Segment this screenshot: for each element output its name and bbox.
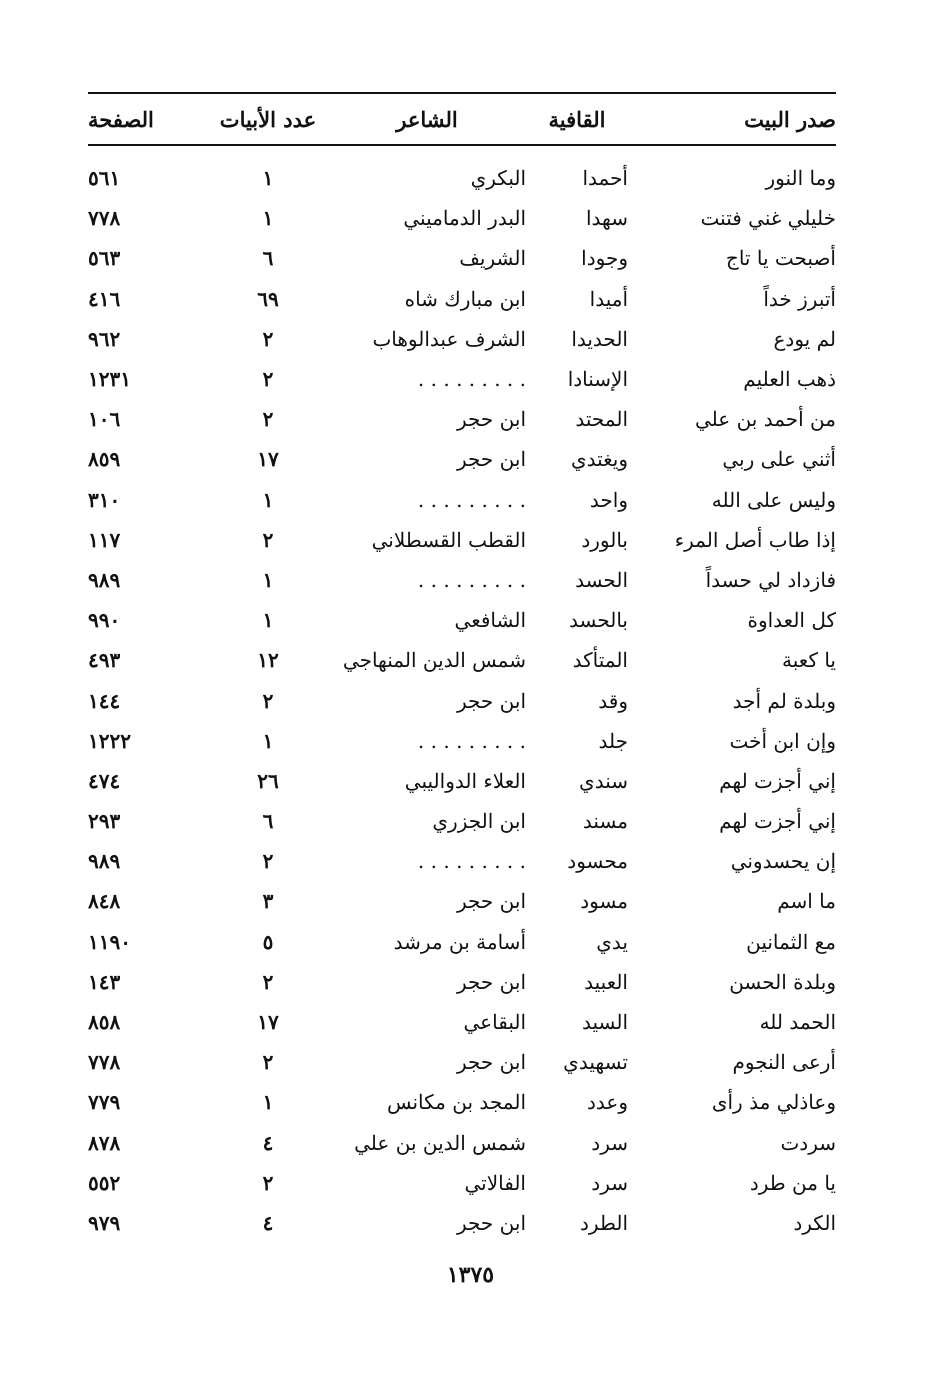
cell-poet: القطب القسطلاني — [371, 527, 526, 552]
cell-rhyme: مسند — [582, 809, 628, 834]
cell-verse-count: ٢ — [262, 1170, 274, 1195]
cell-page: ٧٧٨ — [88, 1050, 121, 1075]
cell-rhyme: سهدا — [585, 206, 628, 231]
cell-rhyme: العبيد — [584, 969, 628, 994]
cell-verse-start: إني أجزت لهم — [719, 809, 836, 834]
cell-rhyme: يدي — [596, 929, 628, 954]
cell-verse-start: سردت — [780, 1130, 836, 1155]
cell-verse-count: ٥ — [262, 929, 274, 954]
cell-verse-count: ٢ — [262, 326, 274, 351]
cell-verse-start: الكرد — [793, 1210, 836, 1235]
cell-rhyme: وعدد — [587, 1090, 628, 1115]
table-row — [88, 1123, 836, 1163]
cell-poet: البكري — [470, 166, 526, 191]
cell-page: ١١٧ — [88, 527, 121, 552]
table-row — [88, 158, 836, 198]
cell-verse-count: ١ — [262, 728, 274, 753]
cell-page: ٨٤٨ — [88, 889, 121, 914]
cell-rhyme: الحديدا — [571, 326, 628, 351]
cell-poet: المجد بن مكانس — [386, 1090, 526, 1115]
cell-page: ٨٧٨ — [88, 1130, 121, 1155]
cell-verse-start: وبلدة لم أجد — [732, 688, 836, 713]
cell-poet: شمس الدين بن علي — [354, 1130, 526, 1155]
cell-rhyme: بالورد — [581, 527, 628, 552]
table-row — [88, 962, 836, 1002]
cell-verse-count: ٤ — [262, 1130, 274, 1155]
table-row — [88, 319, 836, 359]
table-row — [88, 480, 836, 520]
cell-page: ٧٧٩ — [88, 1090, 121, 1115]
cell-rhyme: وجودا — [581, 246, 628, 271]
table-row — [88, 560, 836, 600]
cell-poet: ابن حجر — [456, 688, 526, 713]
cell-page: ٩٩٠ — [88, 608, 121, 633]
cell-page: ٩٦٢ — [88, 326, 121, 351]
cell-verse-count: ٢ — [262, 527, 274, 552]
cell-rhyme: وقد — [598, 688, 628, 713]
cell-verse-count: ٢ — [262, 407, 274, 432]
table-row — [88, 881, 836, 921]
cell-rhyme: الإسنادا — [567, 367, 628, 392]
cell-poet: ابن حجر — [456, 447, 526, 472]
table-row — [88, 841, 836, 881]
cell-verse-start: أثني على ربي — [722, 447, 836, 472]
cell-rhyme: تسهيدي — [563, 1050, 628, 1075]
table-row — [88, 922, 836, 962]
cell-page: ١٠٦ — [88, 407, 121, 432]
cell-poet: ابن مبارك شاه — [404, 286, 526, 311]
table-row — [88, 680, 836, 720]
cell-verse-count: ٦ — [262, 809, 274, 834]
cell-verse-start: كل العداوة — [747, 608, 836, 633]
table-row — [88, 238, 836, 278]
cell-page: ٩٨٩ — [88, 849, 121, 874]
cell-verse-start: الحمد لله — [759, 1010, 836, 1035]
cell-verse-start: ذهب العليم — [743, 367, 836, 392]
cell-rhyme: الحسد — [575, 567, 628, 592]
table-row — [88, 520, 836, 560]
cell-verse-count: ٢ — [262, 688, 274, 713]
cell-verse-start: وليس على الله — [711, 487, 836, 512]
cell-page: ١١٩٠ — [88, 929, 131, 954]
cell-page: ٤٩٣ — [88, 648, 121, 673]
cell-rhyme: المحتد — [575, 407, 628, 432]
cell-verse-count: ٣ — [262, 889, 274, 914]
cell-rhyme: الطرد — [580, 1210, 628, 1235]
cell-verse-count: ١ — [262, 206, 274, 231]
cell-page: ١٤٤ — [88, 688, 121, 713]
cell-poet: . . . . . . . . . — [417, 367, 526, 392]
cell-verse-count: ١ — [262, 608, 274, 633]
cell-verse-start: فازداد لي حسداً — [705, 567, 836, 592]
header-page: الصفحة — [88, 106, 154, 132]
cell-rhyme: المتأكد — [572, 648, 628, 673]
cell-poet: ابن حجر — [456, 969, 526, 994]
cell-poet: ابن الجزري — [432, 809, 526, 834]
cell-rhyme: أميدا — [589, 286, 628, 311]
cell-page: ٨٥٨ — [88, 1010, 121, 1035]
cell-verse-start: إن يحسدوني — [730, 849, 836, 874]
cell-poet: . . . . . . . . . — [417, 728, 526, 753]
cell-page: ٨٥٩ — [88, 447, 121, 472]
page-number: ١٣٧٥ — [446, 1262, 495, 1288]
cell-verse-count: ٢ — [262, 367, 274, 392]
verse-index-table — [88, 92, 836, 1243]
table-row — [88, 439, 836, 479]
cell-verse-start: مع الثمانين — [746, 929, 836, 954]
table-row — [88, 279, 836, 319]
cell-verse-count: ١ — [262, 487, 274, 512]
cell-page: ١٢٢٢ — [88, 728, 131, 753]
cell-verse-start: وبلدة الحسن — [729, 969, 836, 994]
cell-verse-start: لم يودع — [773, 326, 836, 351]
cell-verse-count: ٢٦ — [257, 768, 279, 793]
table-row — [88, 198, 836, 238]
table-row — [88, 761, 836, 801]
cell-poet: ابن حجر — [456, 889, 526, 914]
cell-verse-count: ٦٩ — [257, 286, 279, 311]
cell-rhyme: سرد — [591, 1170, 628, 1195]
cell-verse-start: إذا طاب أصل المرء — [674, 527, 836, 552]
table-row — [88, 1082, 836, 1122]
cell-rhyme: ويغتدي — [570, 447, 628, 472]
cell-verse-start: أصبحت يا تاج — [725, 246, 836, 271]
cell-poet: أسامة بن مرشد — [393, 929, 526, 954]
cell-verse-count: ٢ — [262, 1050, 274, 1075]
cell-verse-count: ٢ — [262, 969, 274, 994]
cell-page: ٤٧٤ — [88, 768, 121, 793]
cell-verse-count: ١ — [262, 166, 274, 191]
cell-rhyme: السيد — [581, 1010, 628, 1035]
header-verse-start: صدر البيت — [744, 106, 836, 132]
cell-page: ٤١٦ — [88, 286, 121, 311]
cell-rhyme: بالحسد — [568, 608, 628, 633]
cell-poet: البدر الدماميني — [403, 206, 526, 231]
cell-rhyme: سرد — [591, 1130, 628, 1155]
cell-poet: الشافعي — [454, 608, 526, 633]
table-body — [88, 146, 836, 1243]
cell-verse-start: يا كعبة — [782, 648, 836, 673]
cell-poet: . . . . . . . . . — [417, 849, 526, 874]
cell-verse-count: ١ — [262, 1090, 274, 1115]
cell-verse-count: ١٧ — [257, 447, 279, 472]
cell-rhyme: أحمدا — [582, 166, 628, 191]
cell-verse-count: ١٢ — [257, 648, 279, 673]
cell-page: ٧٧٨ — [88, 206, 121, 231]
cell-rhyme: واحد — [589, 487, 628, 512]
header-rhyme: القافية — [548, 106, 606, 132]
cell-page: ٩٨٩ — [88, 567, 121, 592]
cell-page: ٣١٠ — [88, 487, 121, 512]
table-row — [88, 600, 836, 640]
cell-verse-count: ٦ — [262, 246, 274, 271]
cell-rhyme: جلد — [598, 728, 628, 753]
table-row — [88, 1042, 836, 1082]
cell-verse-start: أرعى النجوم — [732, 1050, 836, 1075]
cell-page: ١٤٣ — [88, 969, 121, 994]
cell-poet: الشرف عبدالوهاب — [372, 326, 526, 351]
cell-verse-start: وما النور — [765, 166, 836, 191]
cell-verse-start: ما اسم — [777, 889, 836, 914]
cell-verse-count: ١٧ — [257, 1010, 279, 1035]
table-row — [88, 1002, 836, 1042]
cell-poet: الفالاتي — [464, 1170, 526, 1195]
cell-verse-start: خليلي غني فتنت — [700, 206, 836, 231]
cell-poet: . . . . . . . . . — [417, 567, 526, 592]
table-row — [88, 721, 836, 761]
table-header — [88, 94, 836, 146]
cell-poet: البقاعي — [463, 1010, 526, 1035]
cell-page: ٥٥٢ — [88, 1170, 121, 1195]
table-row — [88, 640, 836, 680]
cell-verse-start: وإن ابن أخت — [729, 728, 836, 753]
cell-verse-count: ٢ — [262, 849, 274, 874]
cell-poet: العلاء الدواليبي — [404, 768, 526, 793]
cell-page: ٥٦١ — [88, 166, 121, 191]
table-row — [88, 359, 836, 399]
header-poet: الشاعر — [396, 106, 458, 132]
header-verse-count: عدد الأبيات — [219, 106, 317, 132]
cell-verse-start: أتبرز خداً — [763, 286, 836, 311]
cell-verse-start: إني أجزت لهم — [719, 768, 836, 793]
cell-verse-start: يا من طرد — [749, 1170, 836, 1195]
cell-verse-start: وعاذلي مذ رأى — [711, 1090, 836, 1115]
cell-rhyme: سندي — [579, 768, 628, 793]
cell-poet: شمس الدين المنهاجي — [342, 648, 526, 673]
table-row — [88, 399, 836, 439]
cell-rhyme: محسود — [567, 849, 628, 874]
table-row — [88, 801, 836, 841]
cell-poet: ابن حجر — [456, 1210, 526, 1235]
cell-poet: ابن حجر — [456, 1050, 526, 1075]
cell-poet: . . . . . . . . . — [417, 487, 526, 512]
cell-page: ٢٩٣ — [88, 809, 121, 834]
cell-page: ١٢٣١ — [88, 367, 131, 392]
cell-poet: الشريف — [459, 246, 526, 271]
cell-rhyme: مسود — [580, 889, 628, 914]
table-row — [88, 1203, 836, 1243]
cell-verse-count: ٤ — [262, 1210, 274, 1235]
cell-verse-count: ١ — [262, 567, 274, 592]
cell-page: ٥٦٣ — [88, 246, 121, 271]
cell-poet: ابن حجر — [456, 407, 526, 432]
table-row — [88, 1163, 836, 1203]
cell-verse-start: من أحمد بن علي — [694, 407, 836, 432]
cell-page: ٩٧٩ — [88, 1210, 121, 1235]
